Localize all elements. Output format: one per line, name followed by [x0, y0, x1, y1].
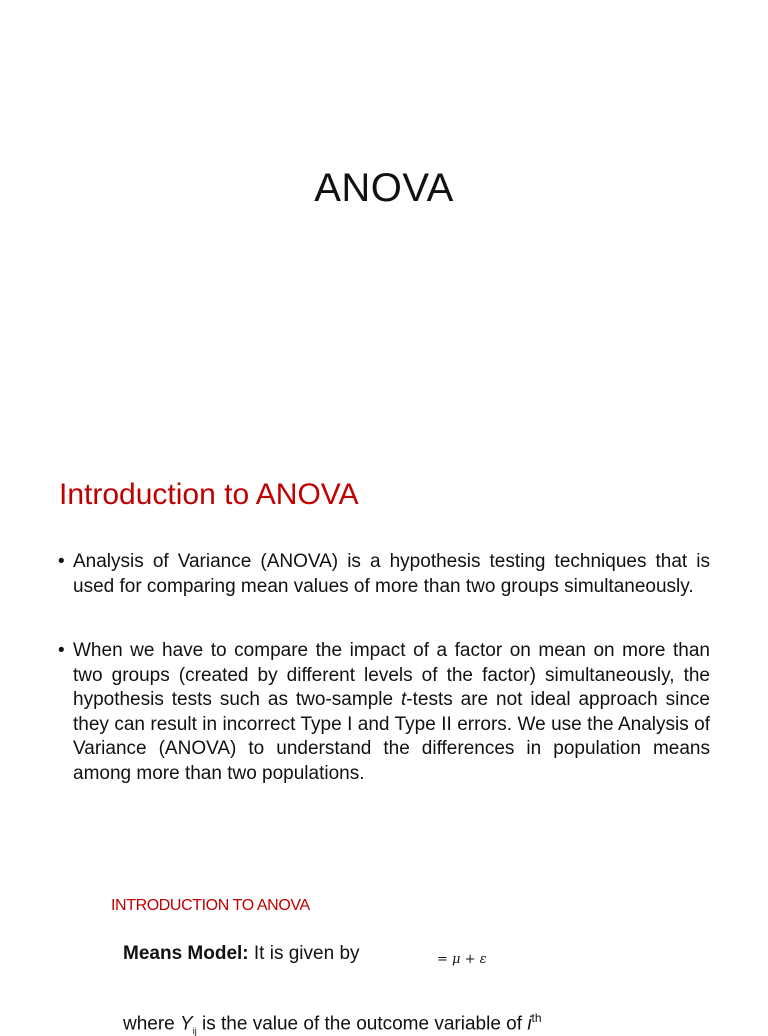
definition-line [123, 1011, 542, 1036]
slide-heading: INTRODUCTION TO ANOVA [111, 897, 310, 914]
slide-title: ANOVA [314, 166, 454, 210]
bullet-text: Analysis of Variance (ANOVA) is a hypothesis testing techniques that is used for comparing mean values of more than two groups simultaneously. [73, 551, 710, 597]
outcome-variable-subscript: ij [192, 1026, 197, 1036]
introduction-slide [0, 440, 768, 860]
index-variable: i [527, 1013, 532, 1035]
means-model-label: Means Model: [123, 943, 249, 964]
definition-text: is the value of the outcome variable of [196, 1013, 528, 1035]
means-model-slide [0, 860, 768, 1036]
bullet-text: -tests are not ideal approach since they can result in incorrect Type I and Type II errors. We use the Analysis of Variance (ANOVA) to understand the differences in population means among more than two populations. [73, 689, 710, 784]
title-slide [0, 0, 768, 440]
bullet-item [58, 550, 710, 599]
bullet-text: When we have to compare the impact of a factor on mean on more than two groups (created by different levels of the factor) simultaneously, the hypothesis tests such as two-sample [73, 640, 710, 710]
bullet-list [58, 550, 710, 826]
definition-prefix: where [123, 1013, 181, 1035]
ordinal-suffix: th [531, 1011, 542, 1025]
bullet-italic-text: t [400, 689, 407, 710]
means-model-text: It is given by [248, 943, 360, 964]
means-model-line [123, 943, 360, 965]
section-heading: Introduction to ANOVA [59, 478, 359, 511]
outcome-variable: Y [180, 1013, 193, 1035]
means-model-formula: = μ + ε [437, 952, 487, 967]
bullet-item [58, 639, 710, 786]
